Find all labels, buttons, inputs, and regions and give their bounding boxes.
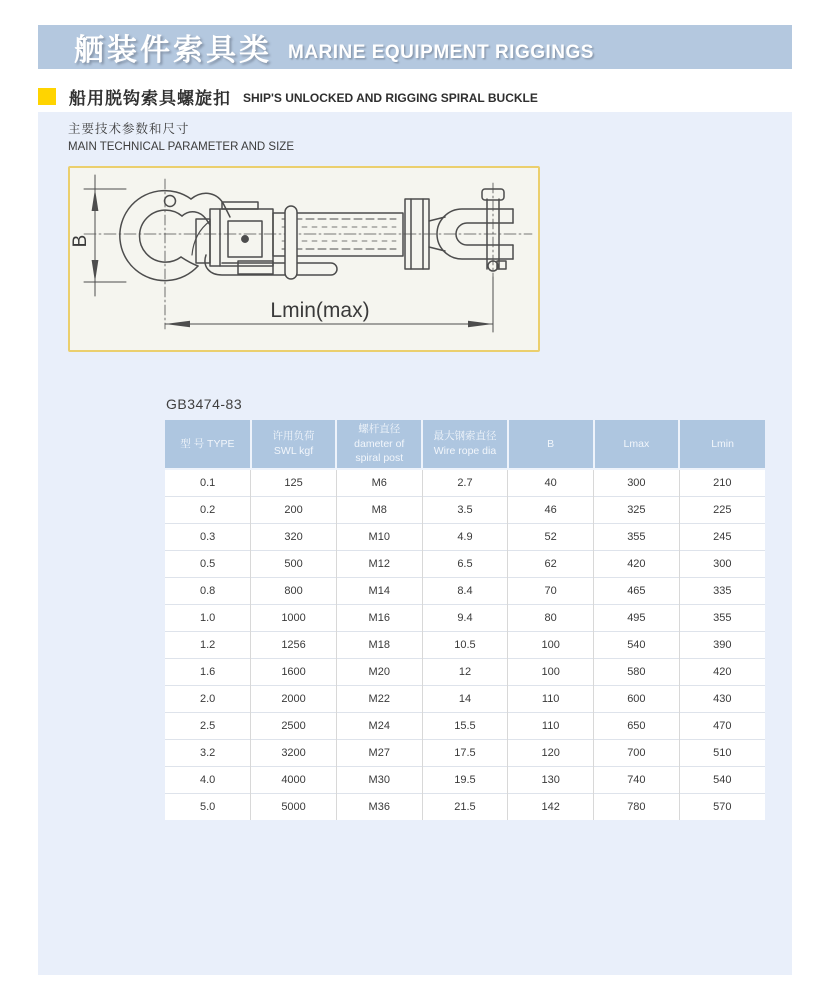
table-cell: 780	[594, 794, 680, 821]
table-cell: 570	[679, 794, 765, 821]
table-cell: 10.5	[422, 632, 508, 659]
parameters-table	[165, 420, 765, 820]
table-cell: 52	[508, 524, 594, 551]
table-cell: 130	[508, 767, 594, 794]
page-banner	[38, 25, 792, 69]
table-row	[165, 767, 765, 794]
table-cell: 4.9	[422, 524, 508, 551]
standard-code: GB3474-83	[166, 396, 243, 412]
table-cell: M22	[336, 686, 422, 713]
table-header-cell: 型 号 TYPE	[165, 420, 251, 469]
table-cell: 355	[679, 605, 765, 632]
table-cell: 300	[679, 551, 765, 578]
table-cell: 21.5	[422, 794, 508, 821]
table-cell: M18	[336, 632, 422, 659]
table-cell: 2.0	[165, 686, 251, 713]
table-cell: M6	[336, 469, 422, 497]
table-cell: M24	[336, 713, 422, 740]
dimension-l-label: Lmin(max)	[270, 299, 370, 322]
table-body	[165, 469, 765, 820]
table-cell: 15.5	[422, 713, 508, 740]
table-cell: 125	[251, 469, 337, 497]
table-cell: 245	[679, 524, 765, 551]
table-cell: 1256	[251, 632, 337, 659]
table-cell: 40	[508, 469, 594, 497]
table-cell: 300	[594, 469, 680, 497]
section-title-zh: 船用脱钩索具螺旋扣	[69, 88, 231, 108]
table-cell: 325	[594, 497, 680, 524]
table-row	[165, 632, 765, 659]
table-header-cell: 最大钢索直径 Wire rope dia	[422, 420, 508, 469]
table-cell: 4.0	[165, 767, 251, 794]
table-header-cell: 许用负荷 SWL kgf	[251, 420, 337, 469]
table-row	[165, 713, 765, 740]
table-cell: 420	[679, 659, 765, 686]
section-title-en: SHIP'S UNLOCKED AND RIGGING SPIRAL BUCKLE	[243, 90, 538, 105]
tech-note-zh: 主要技术参数和尺寸	[68, 122, 190, 136]
table-cell: 100	[508, 659, 594, 686]
table-row	[165, 524, 765, 551]
table-header-cell: 螺杆直径 dameter of spiral post	[336, 420, 422, 469]
table-cell: M8	[336, 497, 422, 524]
table-cell: 580	[594, 659, 680, 686]
table-cell: M16	[336, 605, 422, 632]
table-cell: 1.0	[165, 605, 251, 632]
table-header-cell: Lmax	[594, 420, 680, 469]
table-row	[165, 578, 765, 605]
turnbuckle-hook-drawing	[70, 168, 538, 350]
table-cell: 470	[679, 713, 765, 740]
table-cell: 46	[508, 497, 594, 524]
table-cell: 600	[594, 686, 680, 713]
table-cell: M27	[336, 740, 422, 767]
table-cell: 1600	[251, 659, 337, 686]
table-cell: M20	[336, 659, 422, 686]
table-cell: 2.7	[422, 469, 508, 497]
table-cell: M10	[336, 524, 422, 551]
table-cell: M36	[336, 794, 422, 821]
table-cell: 2.5	[165, 713, 251, 740]
table-cell: 110	[508, 713, 594, 740]
table-cell: 430	[679, 686, 765, 713]
table-cell: 320	[251, 524, 337, 551]
table-cell: 14	[422, 686, 508, 713]
table-cell: 200	[251, 497, 337, 524]
table-cell: 5000	[251, 794, 337, 821]
table-cell: 225	[679, 497, 765, 524]
table-row	[165, 497, 765, 524]
table-cell: 650	[594, 713, 680, 740]
table-cell: 500	[251, 551, 337, 578]
table-row	[165, 659, 765, 686]
table-cell: 0.1	[165, 469, 251, 497]
table-cell: 70	[508, 578, 594, 605]
table-cell: 3.2	[165, 740, 251, 767]
table-cell: 80	[508, 605, 594, 632]
table-row	[165, 605, 765, 632]
table-cell: 335	[679, 578, 765, 605]
table-cell: 4000	[251, 767, 337, 794]
table-cell: 420	[594, 551, 680, 578]
table-cell: 495	[594, 605, 680, 632]
table-cell: 19.5	[422, 767, 508, 794]
table-cell: 390	[679, 632, 765, 659]
table-row	[165, 686, 765, 713]
table-head	[165, 420, 765, 469]
table-cell: 1.2	[165, 632, 251, 659]
table-cell: 540	[594, 632, 680, 659]
table-header-cell: B	[508, 420, 594, 469]
tech-note-en: MAIN TECHNICAL PARAMETER AND SIZE	[68, 141, 294, 153]
table-cell: 6.5	[422, 551, 508, 578]
table-cell: 120	[508, 740, 594, 767]
table-cell: 740	[594, 767, 680, 794]
table-cell: 12	[422, 659, 508, 686]
table-row	[165, 469, 765, 497]
table-cell: 700	[594, 740, 680, 767]
table-cell: 0.5	[165, 551, 251, 578]
table-cell: 142	[508, 794, 594, 821]
table-cell: 17.5	[422, 740, 508, 767]
table-cell: 2500	[251, 713, 337, 740]
table-cell: M14	[336, 578, 422, 605]
table-cell: 8.4	[422, 578, 508, 605]
table-cell: 0.8	[165, 578, 251, 605]
tech-note	[68, 119, 294, 153]
table-cell: 9.4	[422, 605, 508, 632]
table-cell: 3200	[251, 740, 337, 767]
table-row	[165, 740, 765, 767]
table-cell: 1.6	[165, 659, 251, 686]
banner-title-en: MARINE EQUIPMENT RIGGINGS	[288, 42, 594, 63]
table-cell: 355	[594, 524, 680, 551]
table-cell: 3.5	[422, 497, 508, 524]
table-row	[165, 794, 765, 821]
table-cell: M12	[336, 551, 422, 578]
table-cell: 0.2	[165, 497, 251, 524]
table-cell: 110	[508, 686, 594, 713]
banner-title-zh: 舾装件索具类	[74, 33, 272, 68]
table-cell: 510	[679, 740, 765, 767]
table-cell: 210	[679, 469, 765, 497]
table-cell: 540	[679, 767, 765, 794]
table-cell: 800	[251, 578, 337, 605]
table-cell: 5.0	[165, 794, 251, 821]
technical-drawing-box	[68, 166, 540, 352]
table-cell: 100	[508, 632, 594, 659]
section-heading	[38, 83, 538, 109]
table-cell: 2000	[251, 686, 337, 713]
table-cell: 465	[594, 578, 680, 605]
table-row	[165, 551, 765, 578]
table-cell: 62	[508, 551, 594, 578]
table-cell: M30	[336, 767, 422, 794]
table-header-cell: Lmin	[679, 420, 765, 469]
table-cell: 1000	[251, 605, 337, 632]
table-cell: 0.3	[165, 524, 251, 551]
table-header-row	[165, 420, 765, 469]
yellow-bullet-icon	[38, 88, 56, 105]
dimension-b-label: B	[70, 234, 91, 248]
